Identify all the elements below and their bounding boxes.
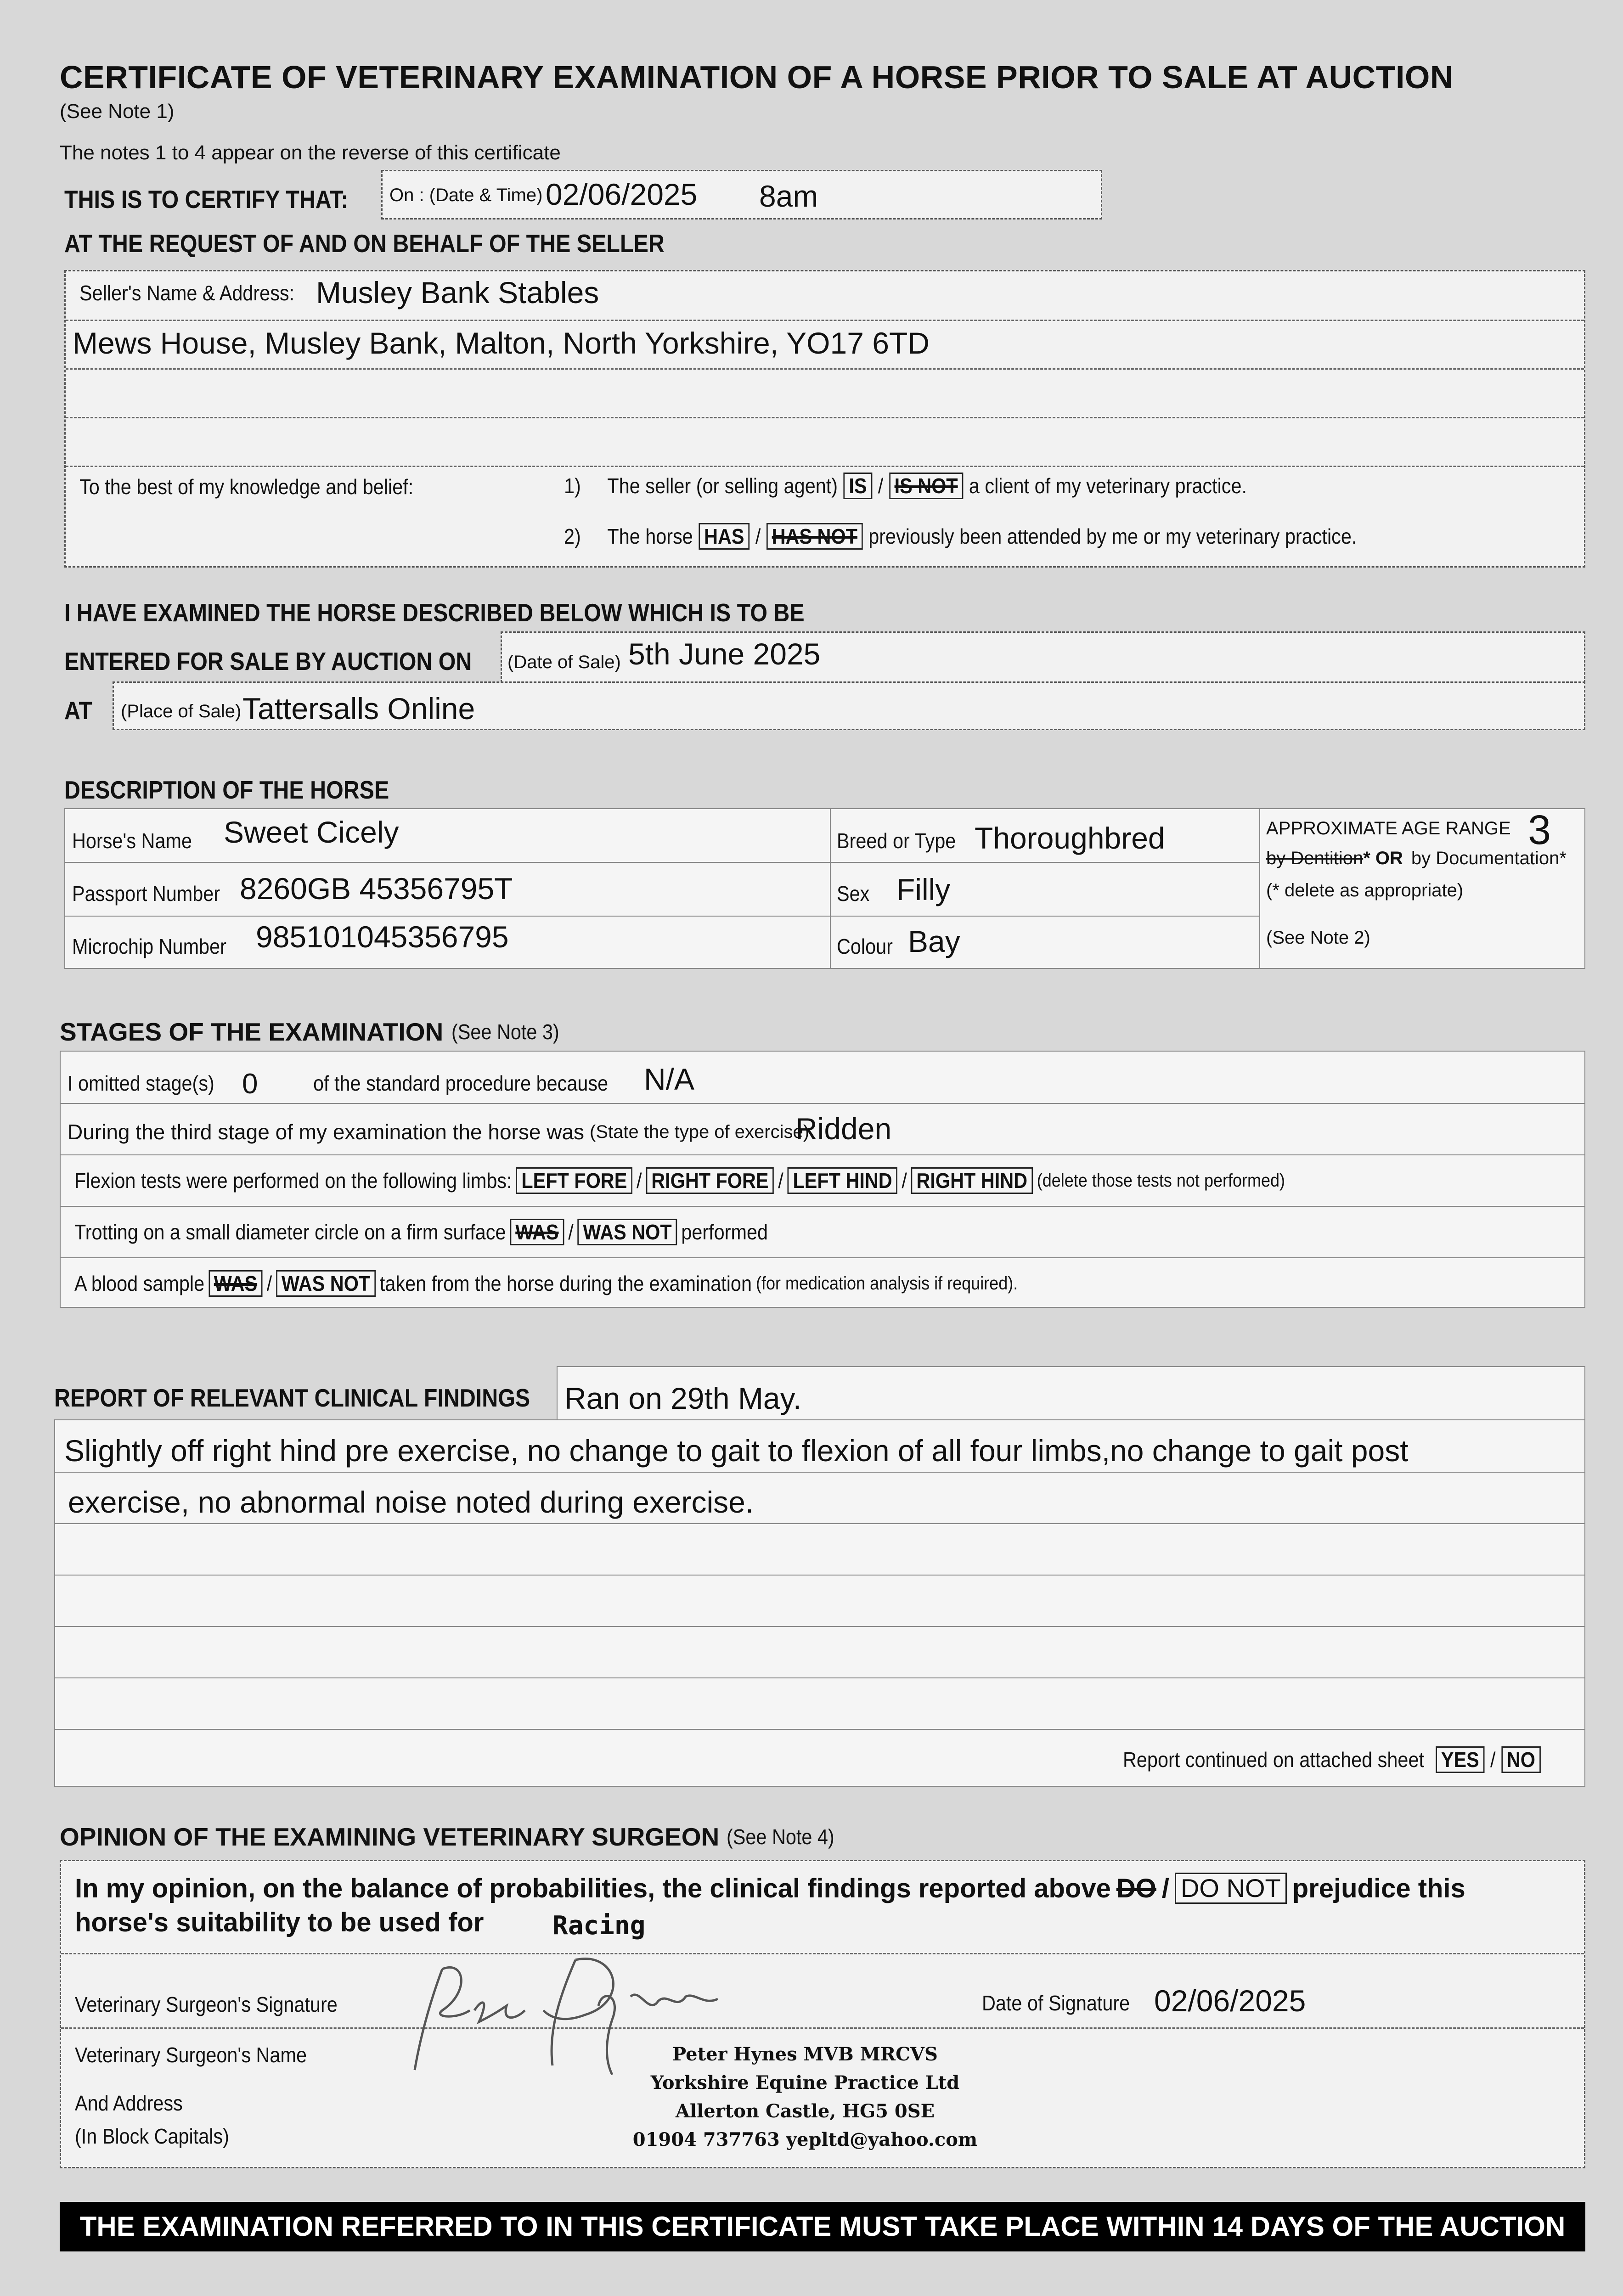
statement-client	[564, 473, 1247, 499]
limb-right-hind[interactable]: RIGHT HIND	[911, 1167, 1033, 1194]
continued-yes[interactable]: YES	[1436, 1746, 1484, 1773]
limb-left-hind[interactable]: LEFT HIND	[788, 1167, 898, 1194]
age-range-label: APPROXIMATE AGE RANGE	[1266, 818, 1511, 838]
age-value[interactable]: 3	[1528, 807, 1551, 853]
trotting-was-deleted[interactable]: WAS	[510, 1219, 564, 1245]
stages-heading-row	[60, 1017, 571, 1047]
third-stage-row	[68, 1120, 809, 1144]
option-has[interactable]: HAS	[699, 523, 750, 550]
item-1-text: The seller (or selling agent)	[607, 474, 838, 498]
stages-table	[60, 1051, 1585, 1308]
item-1-number: 1)	[564, 474, 581, 498]
request-label: AT THE REQUEST OF AND ON BEHALF OF THE SELLER	[64, 229, 665, 258]
block-capitals-label: (In Block Capitals)	[75, 2124, 229, 2148]
trotting-label: Trotting on a small diameter circle on a firm surface	[74, 1220, 506, 1244]
microchip-number[interactable]: 985101045356795	[256, 920, 509, 954]
certify-label: THIS IS TO CERTIFY THAT:	[64, 185, 349, 214]
page-title: CERTIFICATE OF VETERINARY EXAMINATION OF A HORSE PRIOR TO SALE AT AUCTION	[60, 59, 1454, 95]
horse-name[interactable]: Sweet Cicely	[224, 815, 399, 849]
opinion-heading: OPINION OF THE EXAMINING VETERINARY SURGEON	[60, 1823, 720, 1851]
stamp-contact: 01904 737763 yepltd@yahoo.com	[632, 2129, 978, 2150]
passport-label: Passport Number	[72, 882, 220, 906]
report-line-3[interactable]: exercise, no abnormal noise noted during exercise.	[68, 1485, 754, 1519]
report-line-1[interactable]: Ran on 29th May.	[564, 1381, 802, 1415]
footer-banner: THE EXAMINATION REFERRED TO IN THIS CERTIFICATE MUST TAKE PLACE WITHIN 14 DAYS OF THE AUCTION	[60, 2202, 1585, 2251]
place-of-sale-field[interactable]	[113, 681, 1585, 730]
exam-date: 02/06/2025	[546, 177, 698, 211]
blood-suffix: taken from the horse during the examination	[379, 1272, 752, 1295]
opinion-heading-row	[60, 1822, 846, 1851]
age-method	[1266, 848, 1567, 869]
or-label: * OR	[1363, 848, 1403, 868]
blood-was-deleted[interactable]: WAS	[209, 1270, 263, 1297]
option-has-not-deleted[interactable]: HAS NOT	[766, 523, 863, 550]
report-first-line-box	[557, 1366, 1585, 1420]
seller-name[interactable]: Musley Bank Stables	[316, 276, 599, 310]
item-2-number: 2)	[564, 524, 581, 548]
stamp-practice: Yorkshire Equine Practice Ltd	[650, 2072, 960, 2093]
omitted-label: I omitted stage(s)	[68, 1071, 214, 1095]
separator: /	[1490, 1748, 1496, 1772]
omitted-stages[interactable]: 0	[242, 1068, 258, 1100]
item-2-suffix: previously been attended by me or my veterinary practice.	[868, 524, 1357, 548]
exam-time: 8am	[759, 179, 818, 213]
trotting-row	[74, 1219, 768, 1245]
stages-heading: STAGES OF THE EXAMINATION	[60, 1018, 444, 1046]
trotting-was-not[interactable]: WAS NOT	[578, 1219, 677, 1245]
opinion-do-not[interactable]: DO NOT	[1175, 1873, 1287, 1904]
place-of-sale-label: (Place of Sale)	[121, 701, 242, 721]
stamp-address: Allerton Castle, HG5 0SE	[675, 2100, 935, 2122]
by-dentition-deleted[interactable]: by Dentition	[1266, 848, 1364, 868]
exercise-type[interactable]: Ridden	[795, 1112, 892, 1146]
continued-label: Report continued on attached sheet	[1123, 1748, 1424, 1772]
limb-right-fore[interactable]: RIGHT FORE	[646, 1167, 774, 1194]
sex-label: Sex	[837, 882, 870, 906]
date-of-signature[interactable]: 02/06/2025	[1154, 1984, 1306, 2018]
examined-label: I HAVE EXAMINED THE HORSE DESCRIBED BELOW WHICH IS TO BE	[64, 598, 805, 627]
date-of-sale: 5th June 2025	[628, 637, 821, 671]
blood-label: A blood sample	[74, 1272, 205, 1295]
exercise-type-label: (State the type of exercise)	[590, 1121, 810, 1142]
blood-was-not[interactable]: WAS NOT	[276, 1270, 376, 1297]
seller-address[interactable]: Mews House, Musley Bank, Malton, North Yorkshire, YO17 6TD	[73, 326, 930, 360]
by-documentation[interactable]: by Documentation*	[1411, 848, 1567, 868]
separator: /	[266, 1272, 272, 1295]
date-of-sale-label: (Date of Sale)	[507, 652, 621, 672]
see-note-1: (See Note 1)	[60, 100, 175, 123]
date-of-sale-field[interactable]	[501, 631, 1585, 683]
passport-number[interactable]: 8260GB 45356795T	[240, 872, 513, 906]
option-is-not-deleted[interactable]: IS NOT	[889, 473, 963, 499]
microchip-label: Microchip Number	[72, 934, 226, 958]
vet-stamp	[598, 2040, 1012, 2154]
delete-note: (* delete as appropriate)	[1266, 880, 1464, 900]
breed-value[interactable]: Thoroughbred	[975, 821, 1165, 855]
place-of-sale: Tattersalls Online	[242, 692, 475, 726]
report-continued-row	[1123, 1746, 1541, 1773]
signature-label: Veterinary Surgeon's Signature	[75, 1992, 338, 2016]
description-heading: DESCRIPTION OF THE HORSE	[64, 776, 389, 804]
blood-row	[74, 1270, 1018, 1297]
stamp-vet-name: Peter Hynes MVB MRCVS	[672, 2043, 938, 2065]
omitted-reason[interactable]: N/A	[644, 1062, 695, 1096]
opinion-do-deleted[interactable]: DO	[1116, 1873, 1156, 1903]
colour-label: Colour	[837, 934, 893, 958]
item-1-suffix: a client of my veterinary practice.	[969, 474, 1247, 498]
separator: /	[778, 1169, 783, 1193]
item-2-text: The horse	[607, 524, 693, 548]
see-note-4: (See Note 4)	[727, 1825, 834, 1849]
opinion-statement	[75, 1873, 1465, 1904]
date-of-signature-label: Date of Signature	[982, 1991, 1130, 2015]
description-table	[64, 808, 1585, 969]
blood-note: (for medication analysis if required).	[755, 1273, 1018, 1294]
third-stage-label: During the third stage of my examination the horse was	[68, 1120, 585, 1144]
because-label: of the standard procedure because	[313, 1071, 609, 1095]
separator: /	[568, 1220, 574, 1244]
report-heading: REPORT OF RELEVANT CLINICAL FINDINGS	[54, 1384, 530, 1412]
performed-label: performed	[681, 1220, 768, 1244]
see-note-3: (See Note 3)	[451, 1020, 559, 1044]
seller-section	[64, 270, 1585, 568]
opinion-text: In my opinion, on the balance of probabilities, the clinical findings reported above	[75, 1873, 1111, 1903]
flexion-row	[74, 1167, 1285, 1194]
statement-attended	[564, 523, 1357, 550]
sex-value[interactable]: Filly	[896, 872, 951, 906]
opinion-section	[60, 1860, 1585, 2168]
exam-datetime-field[interactable]	[381, 170, 1102, 219]
report-line-2[interactable]: Slightly off right hind pre exercise, no change to gait to flexion of all four limbs,no change to gait post	[64, 1434, 1409, 1468]
breed-label: Breed or Type	[837, 829, 956, 853]
opinion-text-line-2: horse's suitability to be used for	[75, 1908, 484, 1937]
entered-label: ENTERED FOR SALE BY AUCTION ON	[64, 647, 472, 675]
intended-use[interactable]: Racing	[552, 1911, 646, 1941]
address-label: And Address	[75, 2091, 183, 2115]
on-label: On : (Date & Time)	[389, 185, 543, 205]
separator: /	[902, 1169, 907, 1193]
vet-name-label: Veterinary Surgeon's Name	[75, 2043, 307, 2067]
horse-name-label: Horse's Name	[72, 829, 192, 853]
at-label: AT	[64, 696, 92, 725]
colour-value[interactable]: Bay	[908, 924, 960, 958]
opinion-text-end: prejudice this	[1292, 1873, 1465, 1903]
flexion-label: Flexion tests were performed on the following limbs:	[74, 1169, 512, 1193]
separator: /	[878, 474, 884, 498]
seller-name-label: Seller's Name & Address:	[79, 281, 295, 305]
knowledge-label: To the best of my knowledge and belief:	[79, 475, 414, 499]
separator: /	[637, 1169, 642, 1193]
separator: /	[755, 524, 761, 548]
separator: /	[1161, 1873, 1169, 1903]
notes-line: The notes 1 to 4 appear on the reverse of this certificate	[60, 141, 561, 164]
see-note-2: (See Note 2)	[1266, 928, 1370, 948]
limb-left-fore[interactable]: LEFT FORE	[516, 1167, 632, 1194]
option-is[interactable]: IS	[844, 473, 873, 499]
continued-no[interactable]: NO	[1501, 1746, 1541, 1773]
flexion-note: (delete those tests not performed)	[1037, 1170, 1285, 1191]
report-lines-box	[54, 1419, 1585, 1787]
